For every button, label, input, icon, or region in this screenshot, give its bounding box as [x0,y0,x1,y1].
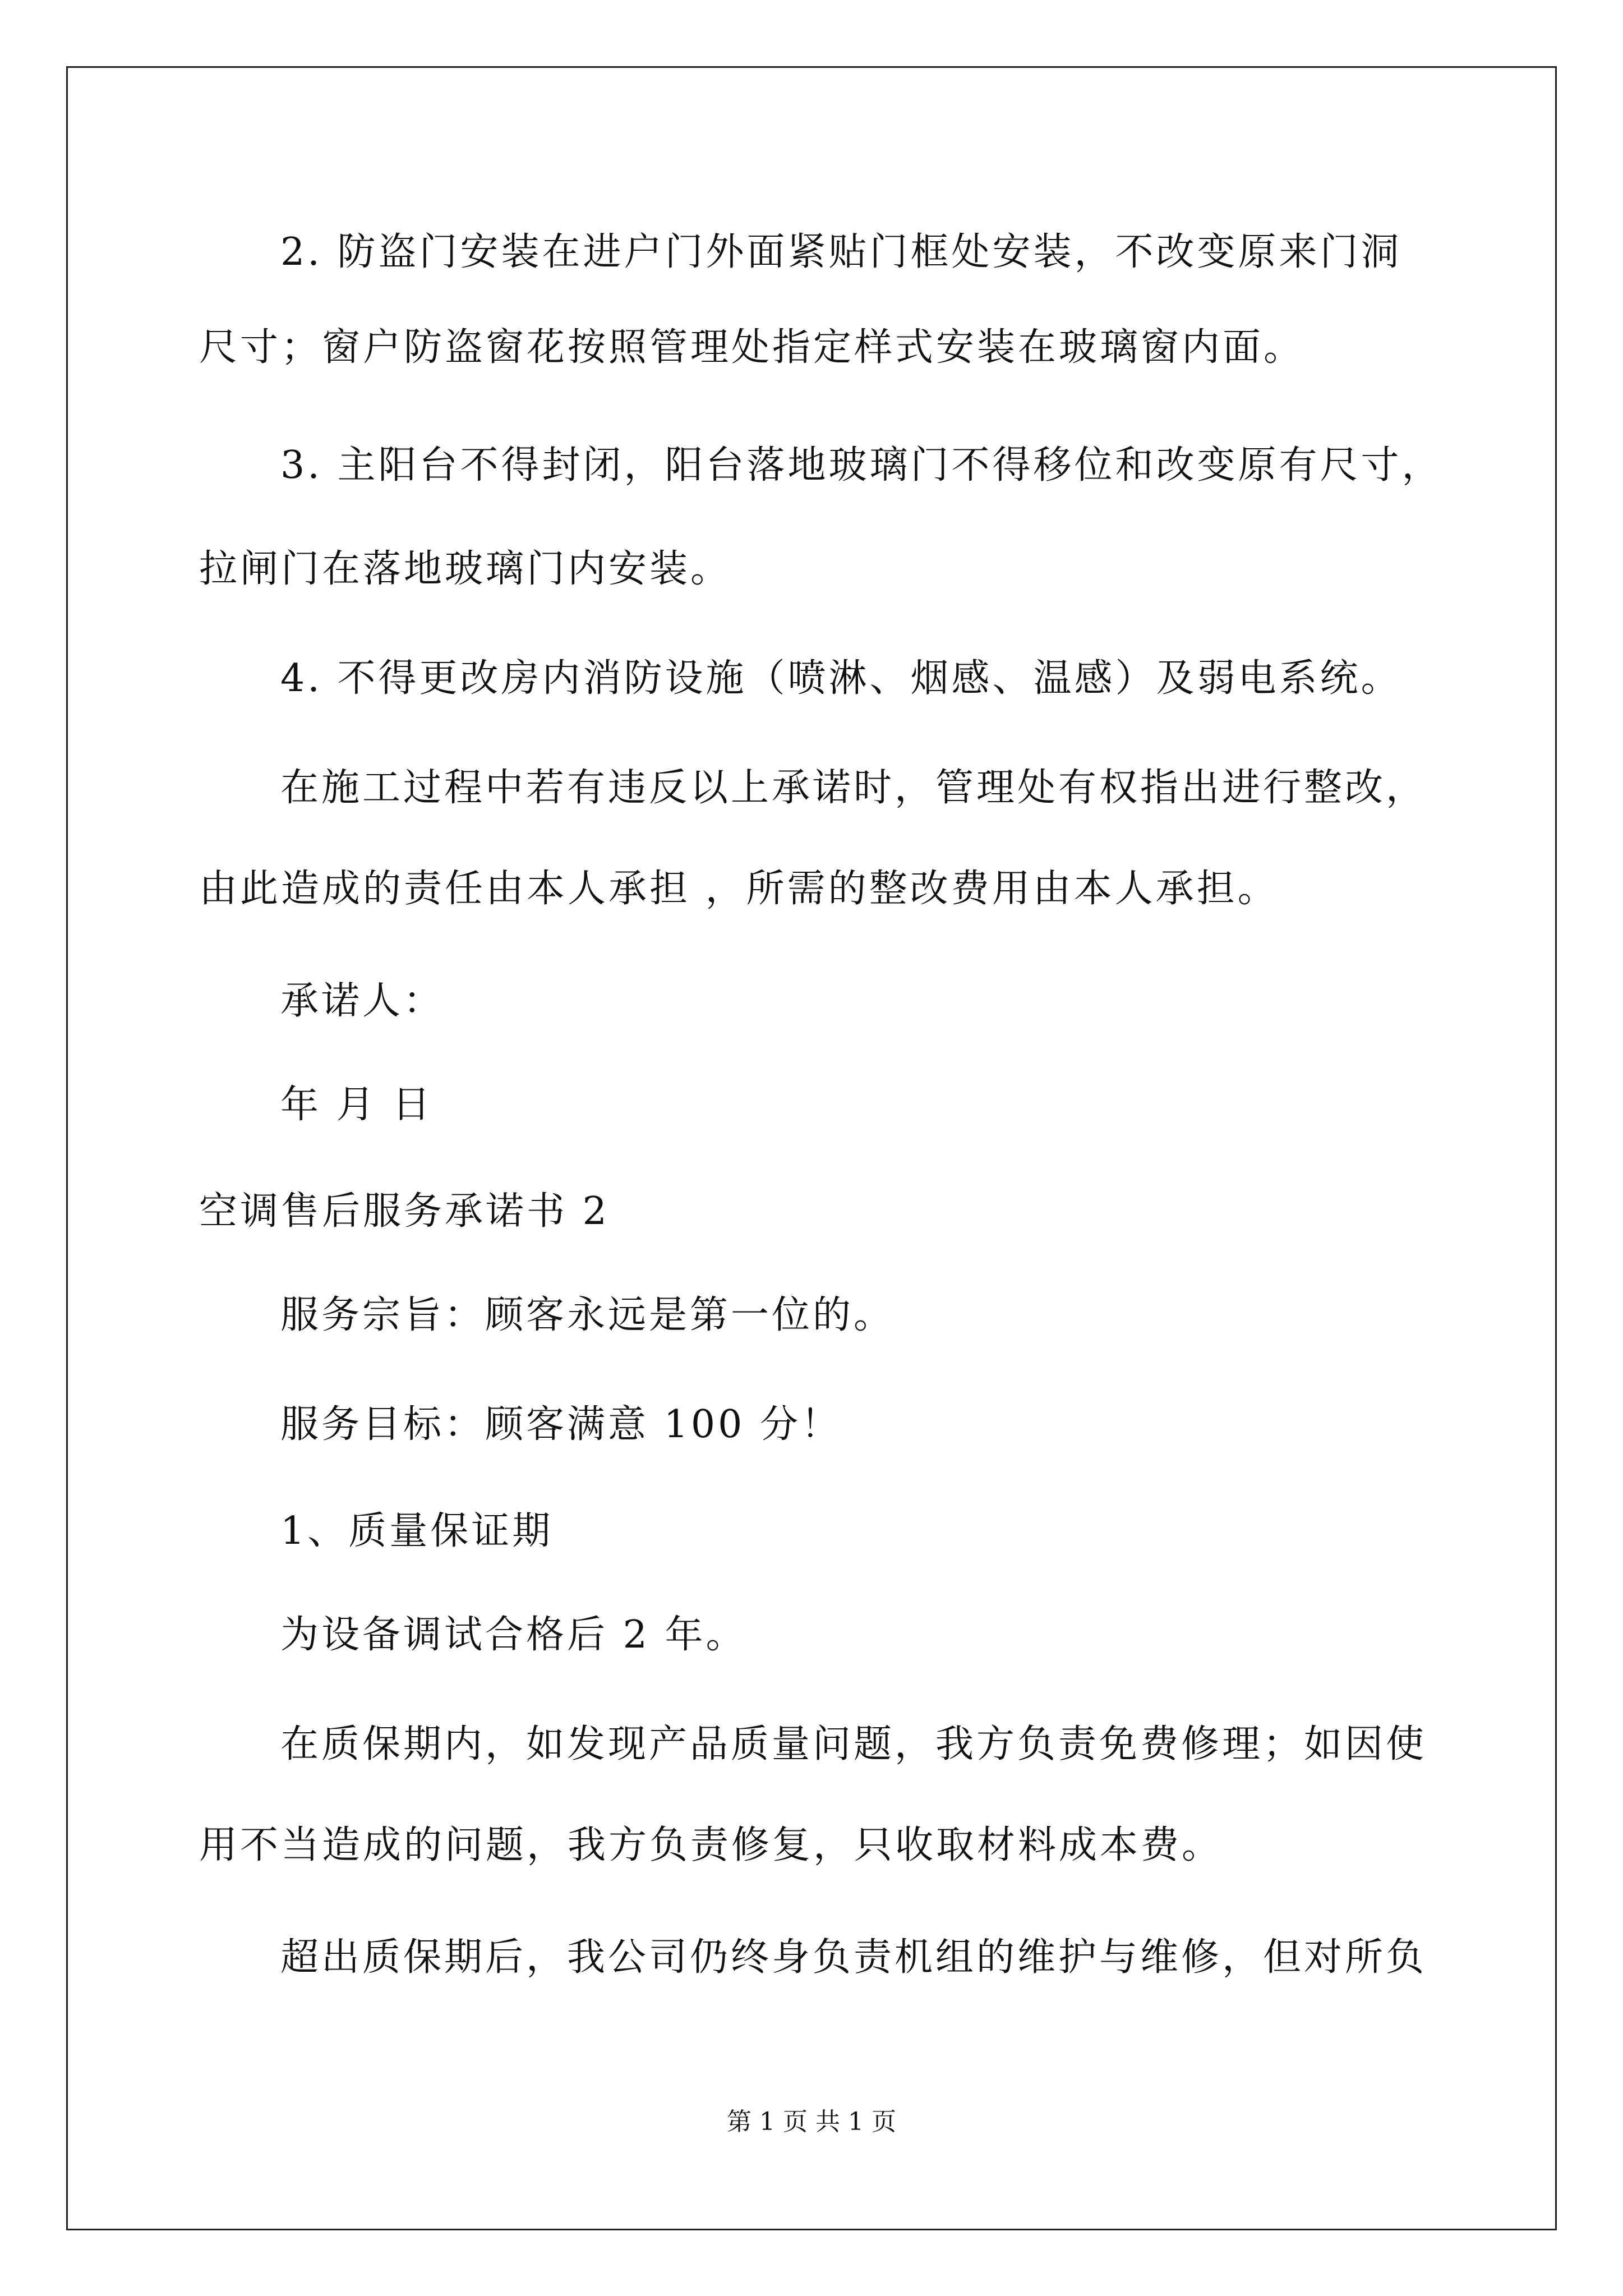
paragraph-line: 由此造成的责任由本人承担 ，所需的整改费用由本人承担。 [199,867,1279,911]
section-title: 空调售后服务承诺书 2 [199,1189,610,1234]
paragraph-line: 4. 不得更改房内消防设施（喷淋、烟感、温感）及弱电系统。 [280,656,1402,701]
page-border [66,66,1557,2230]
page-footer: 第 1 页 共 1 页 [727,2108,896,2136]
paragraph-line: 超出质保期后，我公司仍终身负责机组的维护与维修，但对所负 [280,1935,1427,1980]
subsection-heading: 1、质量保证期 [280,1509,554,1553]
signatory-label: 承诺人： [280,979,445,1023]
paragraph-line: 尺寸；窗户防盗窗花按照管理处指定样式安装在玻璃窗内面。 [199,325,1305,370]
date-line: 年 月 日 [280,1083,434,1127]
paragraph-line: 服务目标：顾客满意 100 分！ [280,1402,842,1447]
paragraph-line: 3. 主阳台不得封闭，阳台落地玻璃门不得移位和改变原有尺寸， [280,443,1443,487]
paragraph-line: 用不当造成的问题，我方负责修复，只收取材料成本费。 [199,1823,1223,1867]
paragraph-line: 拉闸门在落地玻璃门内安装。 [199,547,732,591]
paragraph-line: 2. 防盗门安装在进户门外面紧贴门框处安装，不改变原来门洞 [280,230,1402,274]
paragraph-line: 在施工过程中若有违反以上承诺时，管理处有权指出进行整改， [280,766,1427,810]
paragraph-line: 为设备调试合格后 2 年。 [280,1613,747,1657]
paragraph-line: 在质保期内，如发现产品质量问题，我方负责免费修理；如因使 [280,1722,1427,1766]
paragraph-line: 服务宗旨：顾客永远是第一位的。 [280,1293,895,1337]
